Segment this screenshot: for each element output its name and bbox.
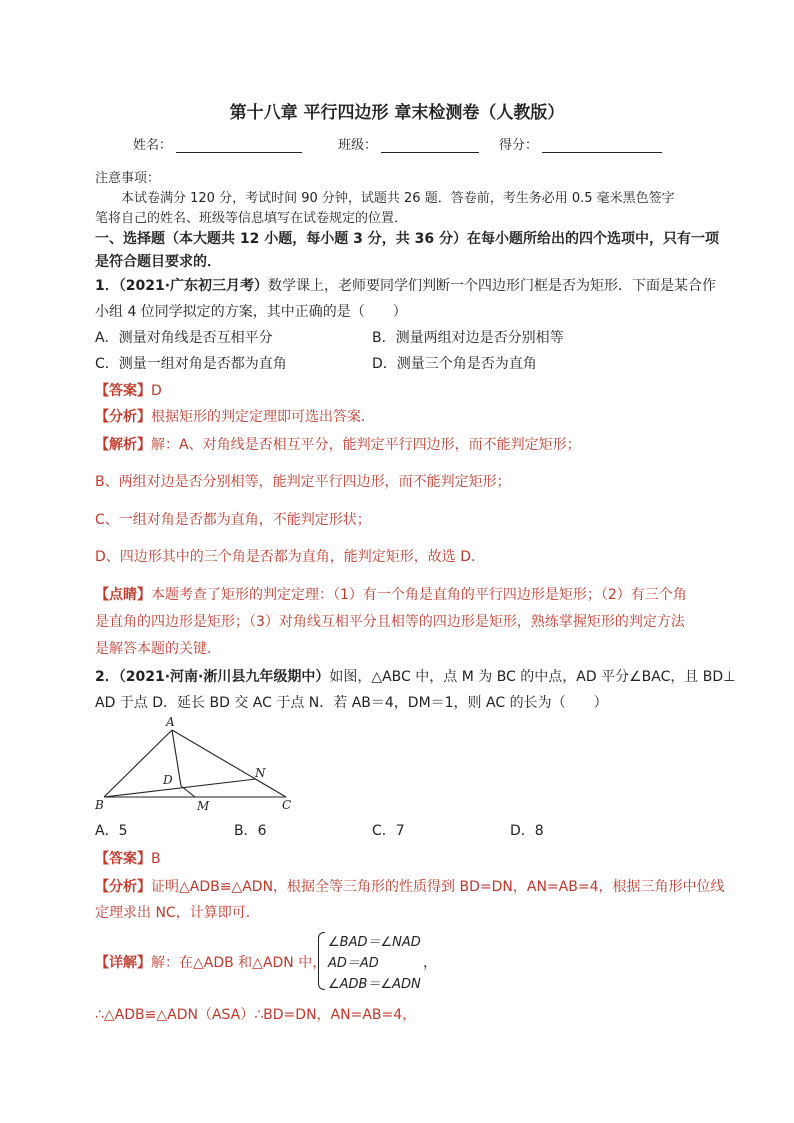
q1-analysis-text: 根据矩形的判定定理即可选出答案．: [151, 409, 375, 425]
q2-detail: [95, 952, 326, 972]
score-label: 得分：: [499, 138, 539, 153]
q2-answer: [95, 848, 161, 868]
q2-detail-intro: 解：在△ADB 和△ADN 中，: [151, 955, 327, 971]
q1-comment-1: [95, 584, 687, 604]
q2-analysis-2: 定理求出 NC，计算即可．: [95, 905, 260, 921]
notice-line-1: 本试卷满分 120 分，考试时间 90 分钟，试题共 26 题．答卷前，考生务必用 0.5 毫米黑色签字: [121, 191, 675, 206]
q1-option-b: B．测量两组对边是否分别相等: [372, 330, 564, 346]
q1-solution-3: C、一组对角是否都为直角，不能判定形状；: [95, 512, 371, 528]
q1-answer-value: D: [151, 383, 162, 399]
q2-text-2: AD 于点 D．延长 BD 交 AC 于点 N．若 AB＝4，DM＝1，则 AC 的长为（ ）: [95, 695, 608, 711]
q1-comment-2: 是直角的四边形是矩形；（3）对角线互相平分且相等的四边形是矩形，熟练掌握矩形的判定方法: [95, 614, 685, 630]
class-blank: [381, 138, 479, 153]
q2-analysis-1: [95, 876, 724, 896]
q2-analysis-text-1: 证明△ADB≌△ADN，根据全等三角形的性质得到 BD=DN，AN=AB=4，根据三角形中位线: [151, 879, 725, 895]
q1-answer-tag: 【答案】: [95, 383, 151, 399]
q2-analysis-tag: 【分析】: [95, 879, 151, 895]
class-label: 班级：: [338, 138, 378, 153]
segment-dm: [181, 786, 195, 797]
label-b: B: [95, 798, 104, 812]
name-label: 姓名：: [133, 138, 173, 153]
q1-analysis-tag: 【分析】: [95, 409, 151, 425]
q2-text-1: 如图，△ABC 中，点 M 为 BC 的中点，AD 平分∠BAC，且 BD⊥: [329, 669, 736, 685]
q1-comment-3: 是解答本题的关键．: [95, 641, 221, 657]
q1-answer: [95, 380, 162, 400]
label-a: A: [166, 715, 175, 729]
segment-ad: [172, 730, 181, 786]
q2-option-c: C．7: [372, 823, 405, 839]
q1-solution-1: [95, 434, 581, 454]
label-d: D: [163, 773, 173, 787]
system-line-2: AD＝AD: [328, 956, 379, 971]
class-field: [338, 134, 479, 153]
q1-solution-tag: 【解析】: [95, 437, 151, 453]
section-heading-line-2: 是符合题目要求的．: [95, 254, 221, 270]
notice-heading: 注意事项：: [95, 171, 161, 186]
q2-answer-value: B: [151, 851, 161, 867]
q1-analysis: [95, 406, 375, 426]
q1-text-1: 数学课上，老师要同学们判断一个四边形门框是否为矩形．下面是某合作: [268, 278, 717, 294]
q2-triangle-figure: [92, 712, 302, 817]
system-line-3: ∠ADB＝∠ADN: [328, 977, 421, 992]
segment-ab: [104, 730, 172, 797]
label-m: M: [197, 799, 210, 813]
q1-option-a: A．测量对角线是否互相平分: [95, 330, 273, 346]
q1-solution-4: D、四边形其中的三个角是否都为直角，能判定矩形，故选 D．: [95, 549, 486, 565]
system-line-1: ∠BAD＝∠NAD: [328, 935, 421, 950]
section-heading-rest: 在每小题所给出的四个选项中，只有一项: [466, 231, 719, 247]
q1-text-2: 小组 4 位同学拟定的方案，其中正确的是（ ）: [95, 304, 407, 320]
name-field: [133, 134, 302, 153]
q2-detail-tag: 【详解】: [95, 955, 151, 971]
q1-comment-text-1: 本题考查了矩形的判定定理：（1）有一个角是直角的平行四边形是矩形；（2）有三个角: [151, 587, 687, 603]
notice-line-2: 笔将自己的姓名、班级等信息填写在试卷规定的位置．: [95, 211, 408, 226]
q2-line-1: [95, 666, 735, 686]
q2-option-b: B．6: [234, 823, 267, 839]
label-c: C: [282, 798, 292, 812]
q2-option-d: D．8: [510, 823, 544, 839]
q2-source: 2．（2021·河南·淅川县九年级期中）: [95, 669, 330, 685]
page-title: 第十八章 平行四边形 章末检测卷（人教版）: [229, 103, 565, 123]
q2-option-a: A．5: [95, 823, 128, 839]
q2-answer-tag: 【答案】: [95, 851, 151, 867]
q1-solution-2: B、两组对边是否分别相等，能判定平行四边形，而不能判定矩形；: [95, 474, 511, 490]
section-heading: [95, 228, 719, 248]
section-heading-bold: 一、选择题（本大题共 12 小题，每小题 3 分，共 36 分）: [95, 231, 467, 247]
q1-solution-text-1: 解：A、对角线是否相互平分，能判定平行四边形，而不能判定矩形；: [151, 437, 581, 453]
label-n: N: [255, 766, 266, 780]
q2-conclusion: ∴△ADB≌△ADN（ASA）∴BD=DN，AN=AB=4，: [95, 1007, 417, 1023]
q1-source: 1．（2021·广东初三月考）: [95, 278, 269, 294]
q1-option-d: D．测量三个角是否为直角: [372, 356, 537, 372]
score-blank: [542, 138, 662, 153]
system-end-comma: ，: [423, 955, 437, 971]
name-blank: [176, 138, 302, 153]
score-field: [499, 134, 662, 153]
q1-comment-tag: 【点睛】: [95, 587, 151, 603]
q1-line-1: [95, 275, 716, 295]
equation-system-brace: [318, 932, 325, 990]
q1-option-c: C．测量一组对角是否都为直角: [95, 356, 287, 372]
